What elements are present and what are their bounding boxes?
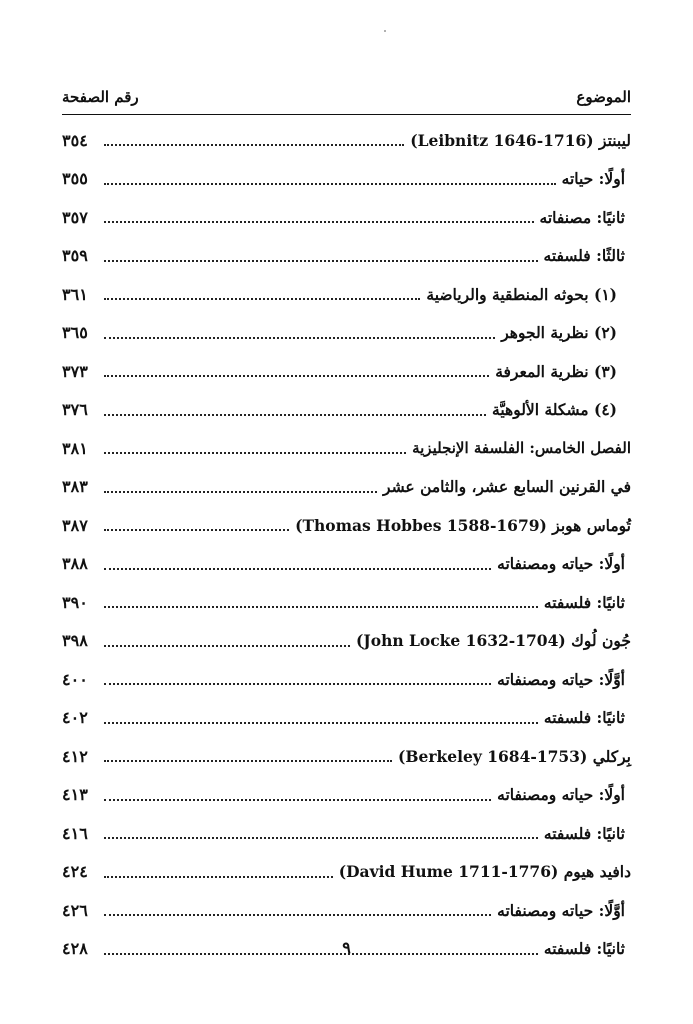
toc-entry-page: ٤٠٢ — [62, 708, 88, 728]
toc-entry-page: ٣٦١ — [62, 284, 88, 304]
toc-entry — [62, 121, 631, 160]
toc-entry-page: ٣٩٨ — [62, 631, 88, 651]
toc-entry-page: ٤٢٤ — [62, 862, 88, 882]
dot-leader — [104, 529, 289, 531]
dot-leader — [104, 683, 491, 685]
dot-leader — [104, 183, 556, 185]
toc-entry — [62, 468, 631, 507]
toc-entry-title: ليبنتز (Leibnitz 1646-1716) — [410, 130, 631, 150]
toc-entry-page: ٣٨١ — [62, 438, 88, 458]
dot-leader — [104, 260, 538, 262]
toc-list — [62, 121, 631, 968]
toc-entry-title: (٢) نظرية الجوهر — [501, 323, 617, 343]
toc-entry-page: ٣٩٠ — [62, 592, 88, 612]
toc-entry-title: ثانيًا: فلسفته — [543, 939, 625, 959]
toc-entry — [62, 853, 631, 892]
toc-entry-title: في القرنين السابع عشر، والثامن عشر — [383, 477, 631, 497]
toc-entry — [62, 160, 631, 199]
toc-entry-title: دافيد هيوم (David Hume 1711-1776) — [338, 862, 631, 882]
dot-leader — [104, 914, 491, 916]
toc-header — [62, 84, 631, 110]
toc-entry — [62, 391, 631, 430]
toc-entry-page: ٤١٦ — [62, 823, 88, 843]
toc-entry-page: ٣٥٩ — [62, 246, 88, 266]
toc-entry-title: بِركلي (Berkeley 1684-1753) — [398, 746, 631, 766]
dot-leader — [104, 414, 486, 416]
toc-entry — [62, 660, 631, 699]
toc-entry-title: أوَّلًا: حياته ومصنفاته — [497, 669, 625, 689]
dot-leader — [104, 568, 491, 570]
toc-entry-page: ٣٥٤ — [62, 130, 88, 150]
toc-entry-page: ٣٧٣ — [62, 361, 88, 381]
dot-leader — [104, 645, 350, 647]
toc-entry-page: ٣٨٨ — [62, 554, 88, 574]
dot-leader — [104, 606, 538, 608]
toc-entry-title: ثانيًا: فلسفته — [543, 708, 625, 728]
toc-entry-page: ٣٨٧ — [62, 515, 88, 535]
toc-entry — [62, 545, 631, 584]
toc-entry-title: (١) بحوثه المنطقية والرياضية — [426, 284, 617, 304]
dot-leader — [104, 452, 406, 454]
dot-leader — [104, 337, 495, 339]
topic-column-label: الموضوع — [576, 88, 631, 106]
toc-entry-title: أولًا: حياته — [561, 169, 625, 189]
toc-entry-title: أوَّلًا: حياته ومصنفاته — [497, 900, 625, 920]
dot-leader — [104, 298, 420, 300]
scan-speck — [384, 30, 386, 32]
toc-entry — [62, 776, 631, 815]
dot-leader — [104, 722, 538, 724]
dot-leader — [104, 799, 491, 801]
toc-entry-title: ثانيًا: فلسفته — [543, 592, 625, 612]
toc-entry — [62, 198, 631, 237]
toc-entry — [62, 891, 631, 930]
toc-entry-title: أولًا: حياته ومصنفاته — [497, 554, 625, 574]
toc-entry-page: ٤٠٠ — [62, 669, 88, 689]
dot-leader — [104, 491, 377, 493]
toc-entry-page: ٣٥٥ — [62, 169, 88, 189]
dot-leader — [104, 144, 404, 146]
toc-entry-page: ٤١٣ — [62, 785, 88, 805]
toc-entry-page: ٣٦٥ — [62, 323, 88, 343]
toc-entry — [62, 737, 631, 776]
toc-entry-page: ٤٢٨ — [62, 939, 88, 959]
toc-entry-title: (٤) مشكلة الألوهيَّة — [492, 400, 617, 420]
toc-entry-title: الفصل الخامس: الفلسفة الإنجليزية — [412, 439, 631, 458]
toc-entry — [62, 275, 631, 314]
toc-entry-title: ثانيًا: فلسفته — [543, 823, 625, 843]
toc-entry — [62, 429, 631, 468]
toc-entry-title: أولًا: حياته ومصنفاته — [497, 785, 625, 805]
toc-entry — [62, 699, 631, 738]
toc-entry — [62, 583, 631, 622]
dot-leader — [104, 837, 538, 839]
toc-entry — [62, 237, 631, 276]
toc-entry-title: تُوماس هوبز (Thomas Hobbes 1588-1679) — [295, 515, 631, 535]
toc-entry-title: جُون لُوك (John Locke 1632-1704) — [356, 631, 631, 651]
toc-entry-page: ٤١٢ — [62, 746, 88, 766]
dot-leader — [104, 221, 534, 223]
toc-entry — [62, 506, 631, 545]
toc-entry-page: ٣٧٦ — [62, 400, 88, 420]
dot-leader — [104, 876, 333, 878]
toc-entry — [62, 314, 631, 353]
toc-entry-title: ثانيًا: مصنفاته — [539, 207, 625, 227]
toc-entry-page: ٣٥٧ — [62, 207, 88, 227]
dot-leader — [104, 375, 489, 377]
toc-entry — [62, 352, 631, 391]
toc-entry-page: ٤٢٦ — [62, 900, 88, 920]
dot-leader — [104, 760, 392, 762]
toc-entry-title: (٣) نظرية المعرفة — [495, 361, 617, 381]
toc-entry — [62, 814, 631, 853]
page-column-label: رقم الصفحة — [62, 88, 139, 106]
header-divider — [62, 114, 631, 115]
toc-entry-page: ٣٨٣ — [62, 477, 88, 497]
page-number: ٩ — [342, 938, 351, 957]
toc-entry — [62, 622, 631, 661]
toc-entry-title: ثالثًا: فلسفته — [543, 246, 625, 266]
